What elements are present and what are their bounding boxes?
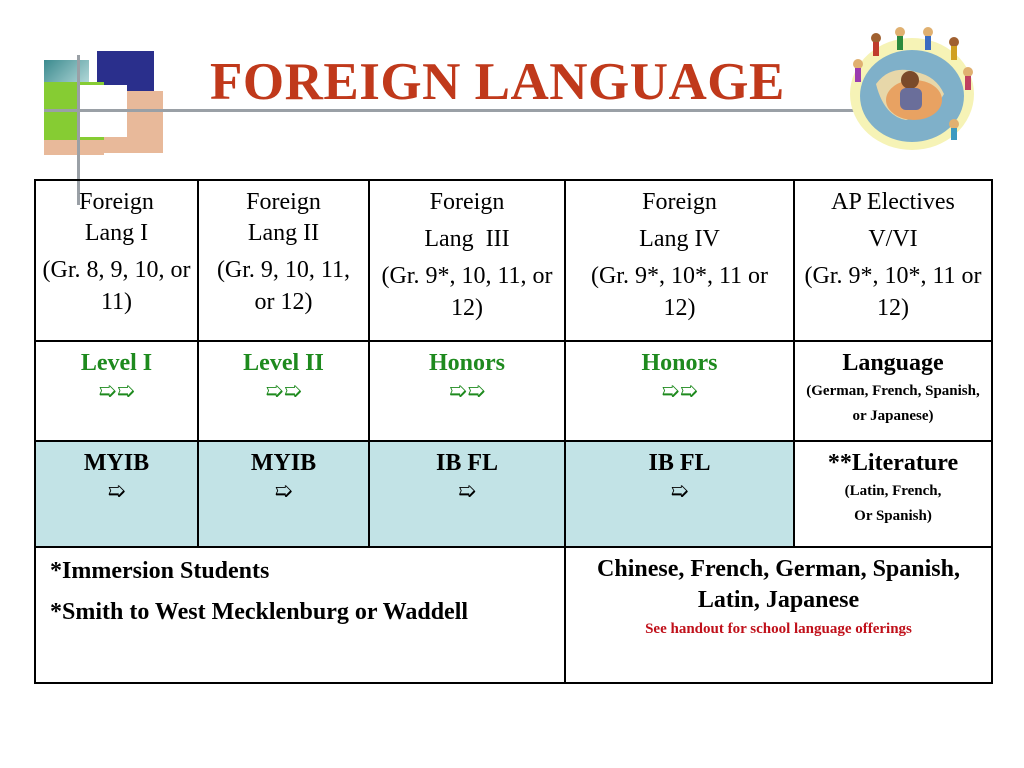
arrow-icon: ➯➯ (661, 379, 698, 405)
ib-cell (35, 441, 198, 547)
level-label: Level II (243, 350, 324, 376)
arrow-icon: ➯➯ (265, 379, 302, 405)
ap-literature-detail: (Latin, French, (844, 483, 942, 500)
notes-cell (35, 547, 565, 683)
header-cell (369, 180, 565, 341)
ib-cell (198, 441, 369, 547)
course-table (34, 179, 993, 684)
ap-literature-detail: Or Spanish) (854, 507, 932, 524)
header-line: AP Electives (831, 189, 955, 215)
header-grades: (Gr. 9*, 10, 11, or 12) (381, 263, 553, 321)
header-cell (565, 180, 794, 341)
header-line: Foreign (246, 189, 321, 215)
ap-language-detail: (German, French, Spanish, or Japanese) (806, 383, 980, 424)
ap-literature-label: **Literature (827, 450, 959, 476)
header-line: V/VI (868, 226, 918, 253)
header-grades: (Gr. 9*, 10*, 11 or 12) (590, 263, 769, 321)
header-line: Lang IV (639, 226, 720, 253)
arrow-icon: ➯ (107, 479, 126, 505)
ib-cell (565, 441, 794, 547)
arrow-icon: ➯ (670, 479, 689, 505)
languages-offered: Chinese, French, German, Spanish, Latin, Japanese (597, 556, 960, 614)
header-cell (794, 180, 992, 341)
arrow-icon: ➯ (457, 479, 477, 505)
level-label: Honors (641, 350, 718, 376)
ib-cell (369, 441, 565, 547)
ib-label: MYIB (250, 450, 317, 476)
header-line: Lang II (247, 220, 320, 247)
table-row (35, 441, 992, 547)
header-line: Foreign (79, 189, 154, 215)
smith-note: *Smith to West Mecklenburg or Waddell (50, 599, 469, 626)
ap-literature-cell (794, 441, 992, 547)
table-row (35, 341, 992, 441)
ib-label: MYIB (83, 450, 150, 476)
table-row (35, 180, 992, 341)
header-grades: (Gr. 9, 10, 11, or 12) (216, 257, 351, 315)
level-cell (35, 341, 198, 441)
arrow-icon: ➯➯ (448, 379, 486, 405)
offerings-cell (565, 547, 992, 683)
ib-label: IB FL (648, 450, 711, 476)
level-cell (369, 341, 565, 441)
ib-label: IB FL (435, 450, 498, 476)
header-grades: (Gr. 8, 9, 10, or 11) (42, 257, 191, 315)
ap-language-cell (794, 341, 992, 441)
arrow-icon: ➯➯ (98, 379, 135, 405)
arrow-icon: ➯ (274, 479, 293, 505)
globe-people-icon (836, 24, 986, 154)
header-cell (198, 180, 369, 341)
ap-language-label: Language (842, 350, 944, 376)
level-cell (198, 341, 369, 441)
table-row (35, 547, 992, 683)
handout-note: See handout for school language offerings (645, 621, 912, 638)
header-grades: (Gr. 9*, 10*, 11 or 12) (804, 263, 982, 321)
header-line: Foreign (642, 189, 717, 215)
header-cell (35, 180, 198, 341)
level-label: Honors (428, 350, 505, 376)
immersion-note: *Immersion Students (50, 558, 270, 584)
level-label: Level I (80, 350, 153, 376)
header-line: Lang III (424, 226, 510, 253)
level-cell (565, 341, 794, 441)
header-line: Lang I (84, 220, 149, 247)
page-title: FOREIGN LANGUAGE (210, 53, 785, 111)
header-line: Foreign (429, 189, 505, 215)
